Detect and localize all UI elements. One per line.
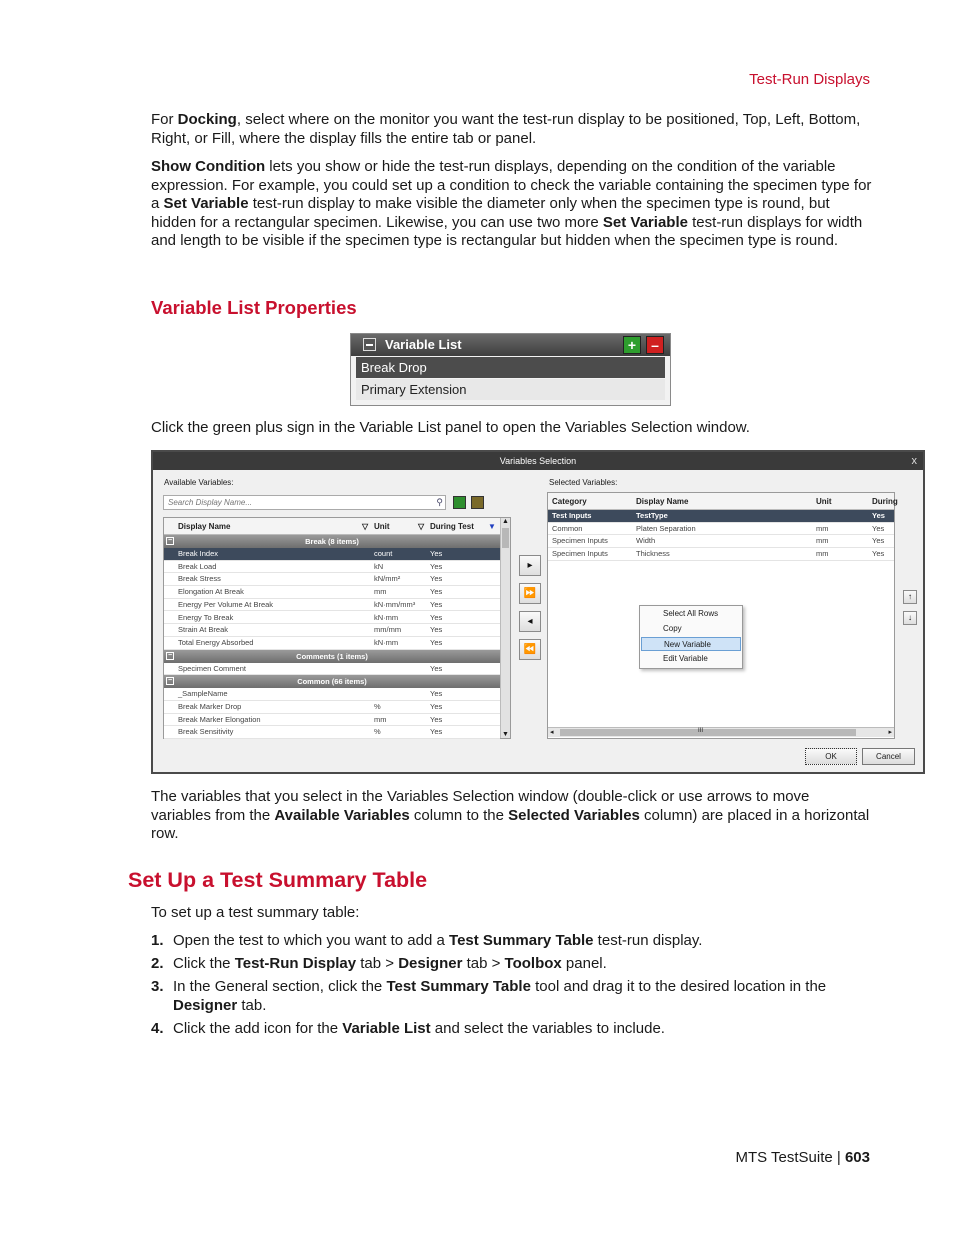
step-text: In the General section, click the Test Summary Table tool and drag it to the desired location in the Designer tab.	[173, 978, 827, 1014]
variable-list-item[interactable]: Primary Extension	[356, 379, 665, 400]
table-cell: Specimen Inputs	[552, 549, 608, 559]
col-display-name[interactable]: Display Name	[636, 497, 689, 506]
table-row[interactable]	[164, 688, 500, 701]
docking-paragraph: For Docking, select where on the monitor you want the test-run display to be positioned, Top, Left, Bottom, Right, or Fill, where the display fills the entire tab or panel.	[151, 111, 861, 147]
horizontal-scrollbar[interactable]	[548, 727, 894, 737]
table-cell: Yes	[430, 612, 443, 622]
table-cell: mm	[816, 549, 829, 559]
menu-item-new-variable[interactable]: New Variable	[641, 637, 741, 651]
ok-button[interactable]: OK	[805, 748, 857, 765]
table-cell: Yes	[430, 689, 443, 699]
step-text: Open the test to which you want to add a Test Summary Table test-run display.	[173, 932, 703, 949]
table-cell: _SampleName	[178, 689, 228, 699]
collapse-icon[interactable]: −	[167, 677, 173, 685]
menu-item-edit-variable[interactable]: Edit Variable	[663, 654, 708, 663]
group-header[interactable]	[164, 650, 500, 663]
search-input[interactable]	[163, 495, 446, 510]
step-text: Click the Test-Run Display tab > Designer tab > Toolbox panel.	[173, 955, 607, 972]
group-header[interactable]	[164, 675, 500, 688]
table-cell: Yes	[430, 714, 443, 724]
step-number: 2.	[151, 955, 164, 972]
table-cell: Break Sensitivity	[178, 727, 234, 737]
table-cell: Break Marker Elongation	[178, 714, 261, 724]
menu-item-select-all-rows[interactable]: Select All Rows	[663, 609, 719, 618]
table-cell: Yes	[872, 523, 885, 533]
move-right-button[interactable]: ▸	[519, 555, 541, 576]
table-cell: Break Marker Drop	[178, 702, 242, 711]
scroll-up-icon[interactable]: ▲	[502, 518, 509, 525]
col-display-name[interactable]: Display Name	[178, 522, 231, 531]
table-cell: Energy To Break	[178, 612, 234, 622]
filter-icon[interactable]: ▽	[362, 522, 369, 531]
table-cell: Total Energy Absorbed	[178, 637, 254, 647]
col-during[interactable]: During	[872, 497, 898, 506]
table-cell: Thickness	[636, 549, 670, 559]
selected-variables-label: Selected Variables:	[549, 478, 618, 487]
col-unit[interactable]: Unit	[374, 522, 390, 531]
group-label: Break (8 items)	[305, 537, 359, 546]
table-cell: Yes	[430, 561, 443, 571]
variables-selection-window	[151, 450, 925, 774]
step-number: 1.	[151, 932, 164, 949]
menu-item-copy[interactable]: Copy	[663, 624, 682, 633]
group-label: Comments (1 items)	[296, 651, 368, 661]
expand-all-icon[interactable]	[453, 496, 466, 509]
col-during-test[interactable]: During Test	[430, 522, 474, 531]
table-cell: Break Load	[178, 561, 217, 571]
show-condition-paragraph: Show Condition lets you show or hide the test-run displays, depending on the condition of the variable expression. For example, you could set up a condition to check the variable containing the specimen type for a Set Variable test-run display to make visible the diameter only when the specimen type is round, but hidden for a rectangular specimen. Likewise, you can use two more Set Variable test-run displays for width and length to be visible if the specimen type is rectangular but hidden when the specimen type is round.	[151, 158, 872, 250]
table-cell: Specimen Comment	[178, 663, 246, 673]
table-cell: mm/mm	[374, 625, 402, 635]
table-row[interactable]	[164, 599, 500, 612]
scroll-thumb[interactable]	[560, 729, 856, 736]
step-number: 4.	[151, 1020, 164, 1037]
group-label: Common (66 items)	[297, 677, 367, 687]
scroll-down-icon[interactable]: ▼	[502, 731, 509, 738]
move-all-left-button[interactable]: ⏪	[519, 639, 541, 660]
close-icon[interactable]: x	[911, 455, 917, 467]
table-cell: Test Inputs	[552, 511, 592, 520]
remove-minus-icon[interactable]: –	[646, 336, 664, 354]
table-cell: kN·mm	[374, 637, 399, 647]
table-row[interactable]	[164, 624, 500, 637]
table-cell: Yes	[430, 702, 443, 711]
table-cell: kN	[374, 561, 384, 571]
table-row[interactable]	[548, 535, 894, 548]
test-summary-heading: Set Up a Test Summary Table	[128, 868, 428, 892]
table-cell: Width	[636, 536, 656, 546]
scroll-right-icon[interactable]: ▸	[888, 729, 892, 736]
table-row[interactable]	[164, 701, 500, 714]
table-row[interactable]	[164, 663, 500, 676]
table-cell: Common	[552, 523, 583, 533]
cancel-button[interactable]: Cancel	[862, 748, 915, 765]
available-variables-label: Available Variables:	[164, 478, 234, 487]
variable-list-title: Variable List	[385, 337, 462, 352]
move-left-button[interactable]: ◂	[519, 611, 541, 632]
table-cell: Yes	[872, 536, 885, 546]
variable-list-titlebar	[351, 334, 670, 356]
summary-intro: To set up a test summary table:	[151, 904, 360, 921]
variable-list-properties-heading: Variable List Properties	[151, 297, 357, 318]
table-cell: TestType	[636, 511, 668, 520]
selected-variables-paragraph: The variables that you select in the Variables Selection window (double-click or use arrows to move variables from the Available Variables column to the Selected Variables column) are placed in a horizontal row.	[151, 788, 870, 843]
table-cell: mm	[374, 714, 387, 724]
table-row[interactable]	[548, 523, 894, 536]
table-cell: mm	[374, 587, 387, 597]
available-table-header	[164, 518, 500, 535]
table-cell: Elongation At Break	[178, 587, 244, 597]
step-text: Click the add icon for the Variable List and select the variables to include.	[173, 1020, 665, 1037]
table-row[interactable]	[548, 548, 894, 561]
filter-icon[interactable]: ▽	[418, 522, 425, 531]
scroll-grip: III	[698, 728, 704, 734]
table-row[interactable]	[164, 548, 500, 561]
table-cell: Yes	[430, 587, 443, 597]
click-plus-paragraph: Click the green plus sign in the Variable List panel to open the Variables Selection window.	[151, 419, 750, 436]
window-titlebar	[153, 452, 923, 470]
search-placeholder: Search Display Name...	[168, 498, 253, 507]
table-cell: Yes	[430, 663, 443, 673]
collapse-icon[interactable]: −	[167, 537, 173, 544]
table-cell: Yes	[872, 511, 885, 520]
table-row[interactable]	[164, 573, 500, 586]
table-row[interactable]	[164, 586, 500, 599]
variable-list-panel	[350, 333, 671, 406]
move-all-right-button[interactable]: ⏩	[519, 583, 541, 604]
table-cell: Energy Per Volume At Break	[178, 599, 274, 609]
table-cell: mm	[816, 523, 829, 533]
window-title: Variables Selection	[499, 456, 577, 466]
table-cell: kN·mm	[374, 612, 399, 622]
variable-list-item[interactable]: Break Drop	[356, 357, 665, 378]
table-cell: Yes	[430, 625, 443, 635]
table-cell: %	[374, 727, 381, 737]
table-row[interactable]	[164, 561, 500, 574]
move-up-button[interactable]: ↑	[903, 590, 917, 604]
collapse-all-icon[interactable]	[471, 496, 484, 509]
table-cell: %	[374, 702, 381, 711]
search-icon[interactable]: ⚲	[436, 497, 443, 507]
table-row[interactable]	[164, 714, 500, 727]
add-plus-icon[interactable]: +	[623, 336, 641, 354]
table-row[interactable]	[164, 726, 500, 739]
table-cell: Yes	[430, 727, 443, 737]
table-cell: Yes	[872, 549, 885, 559]
table-cell: Break Index	[178, 549, 219, 558]
table-row[interactable]	[548, 510, 894, 523]
collapse-icon[interactable]: −	[167, 651, 173, 659]
context-menu	[639, 605, 743, 669]
table-cell: kN·mm/mm³	[374, 599, 416, 609]
table-cell: Break Stress	[178, 574, 221, 584]
move-down-button[interactable]: ↓	[903, 611, 917, 625]
table-row[interactable]	[164, 612, 500, 625]
table-cell: Strain At Break	[178, 625, 229, 635]
selected-table-header	[548, 493, 898, 510]
table-row[interactable]	[164, 637, 500, 650]
table-cell: Yes	[430, 637, 443, 647]
table-cell: Yes	[430, 599, 443, 609]
table-cell: Yes	[430, 549, 443, 558]
table-cell: Yes	[430, 574, 443, 584]
step-number: 3.	[151, 978, 164, 995]
scroll-thumb[interactable]	[502, 528, 509, 548]
filter-active-icon[interactable]: ▼	[488, 522, 496, 531]
table-cell: mm	[816, 536, 829, 546]
vertical-scrollbar[interactable]	[500, 518, 510, 738]
scroll-left-icon[interactable]: ◂	[550, 729, 554, 736]
running-header: Test-Run Displays	[749, 71, 870, 88]
page-footer: MTS TestSuite | 603	[735, 1149, 870, 1166]
col-category[interactable]: Category	[552, 497, 587, 506]
table-cell: count	[374, 549, 393, 558]
available-variables-table	[163, 517, 511, 739]
group-header[interactable]	[164, 535, 500, 548]
col-unit[interactable]: Unit	[816, 497, 832, 506]
table-cell: kN/mm²	[374, 574, 401, 584]
collapse-icon[interactable]	[363, 338, 376, 351]
table-cell: Platen Separation	[636, 523, 696, 533]
table-cell: Specimen Inputs	[552, 536, 608, 546]
